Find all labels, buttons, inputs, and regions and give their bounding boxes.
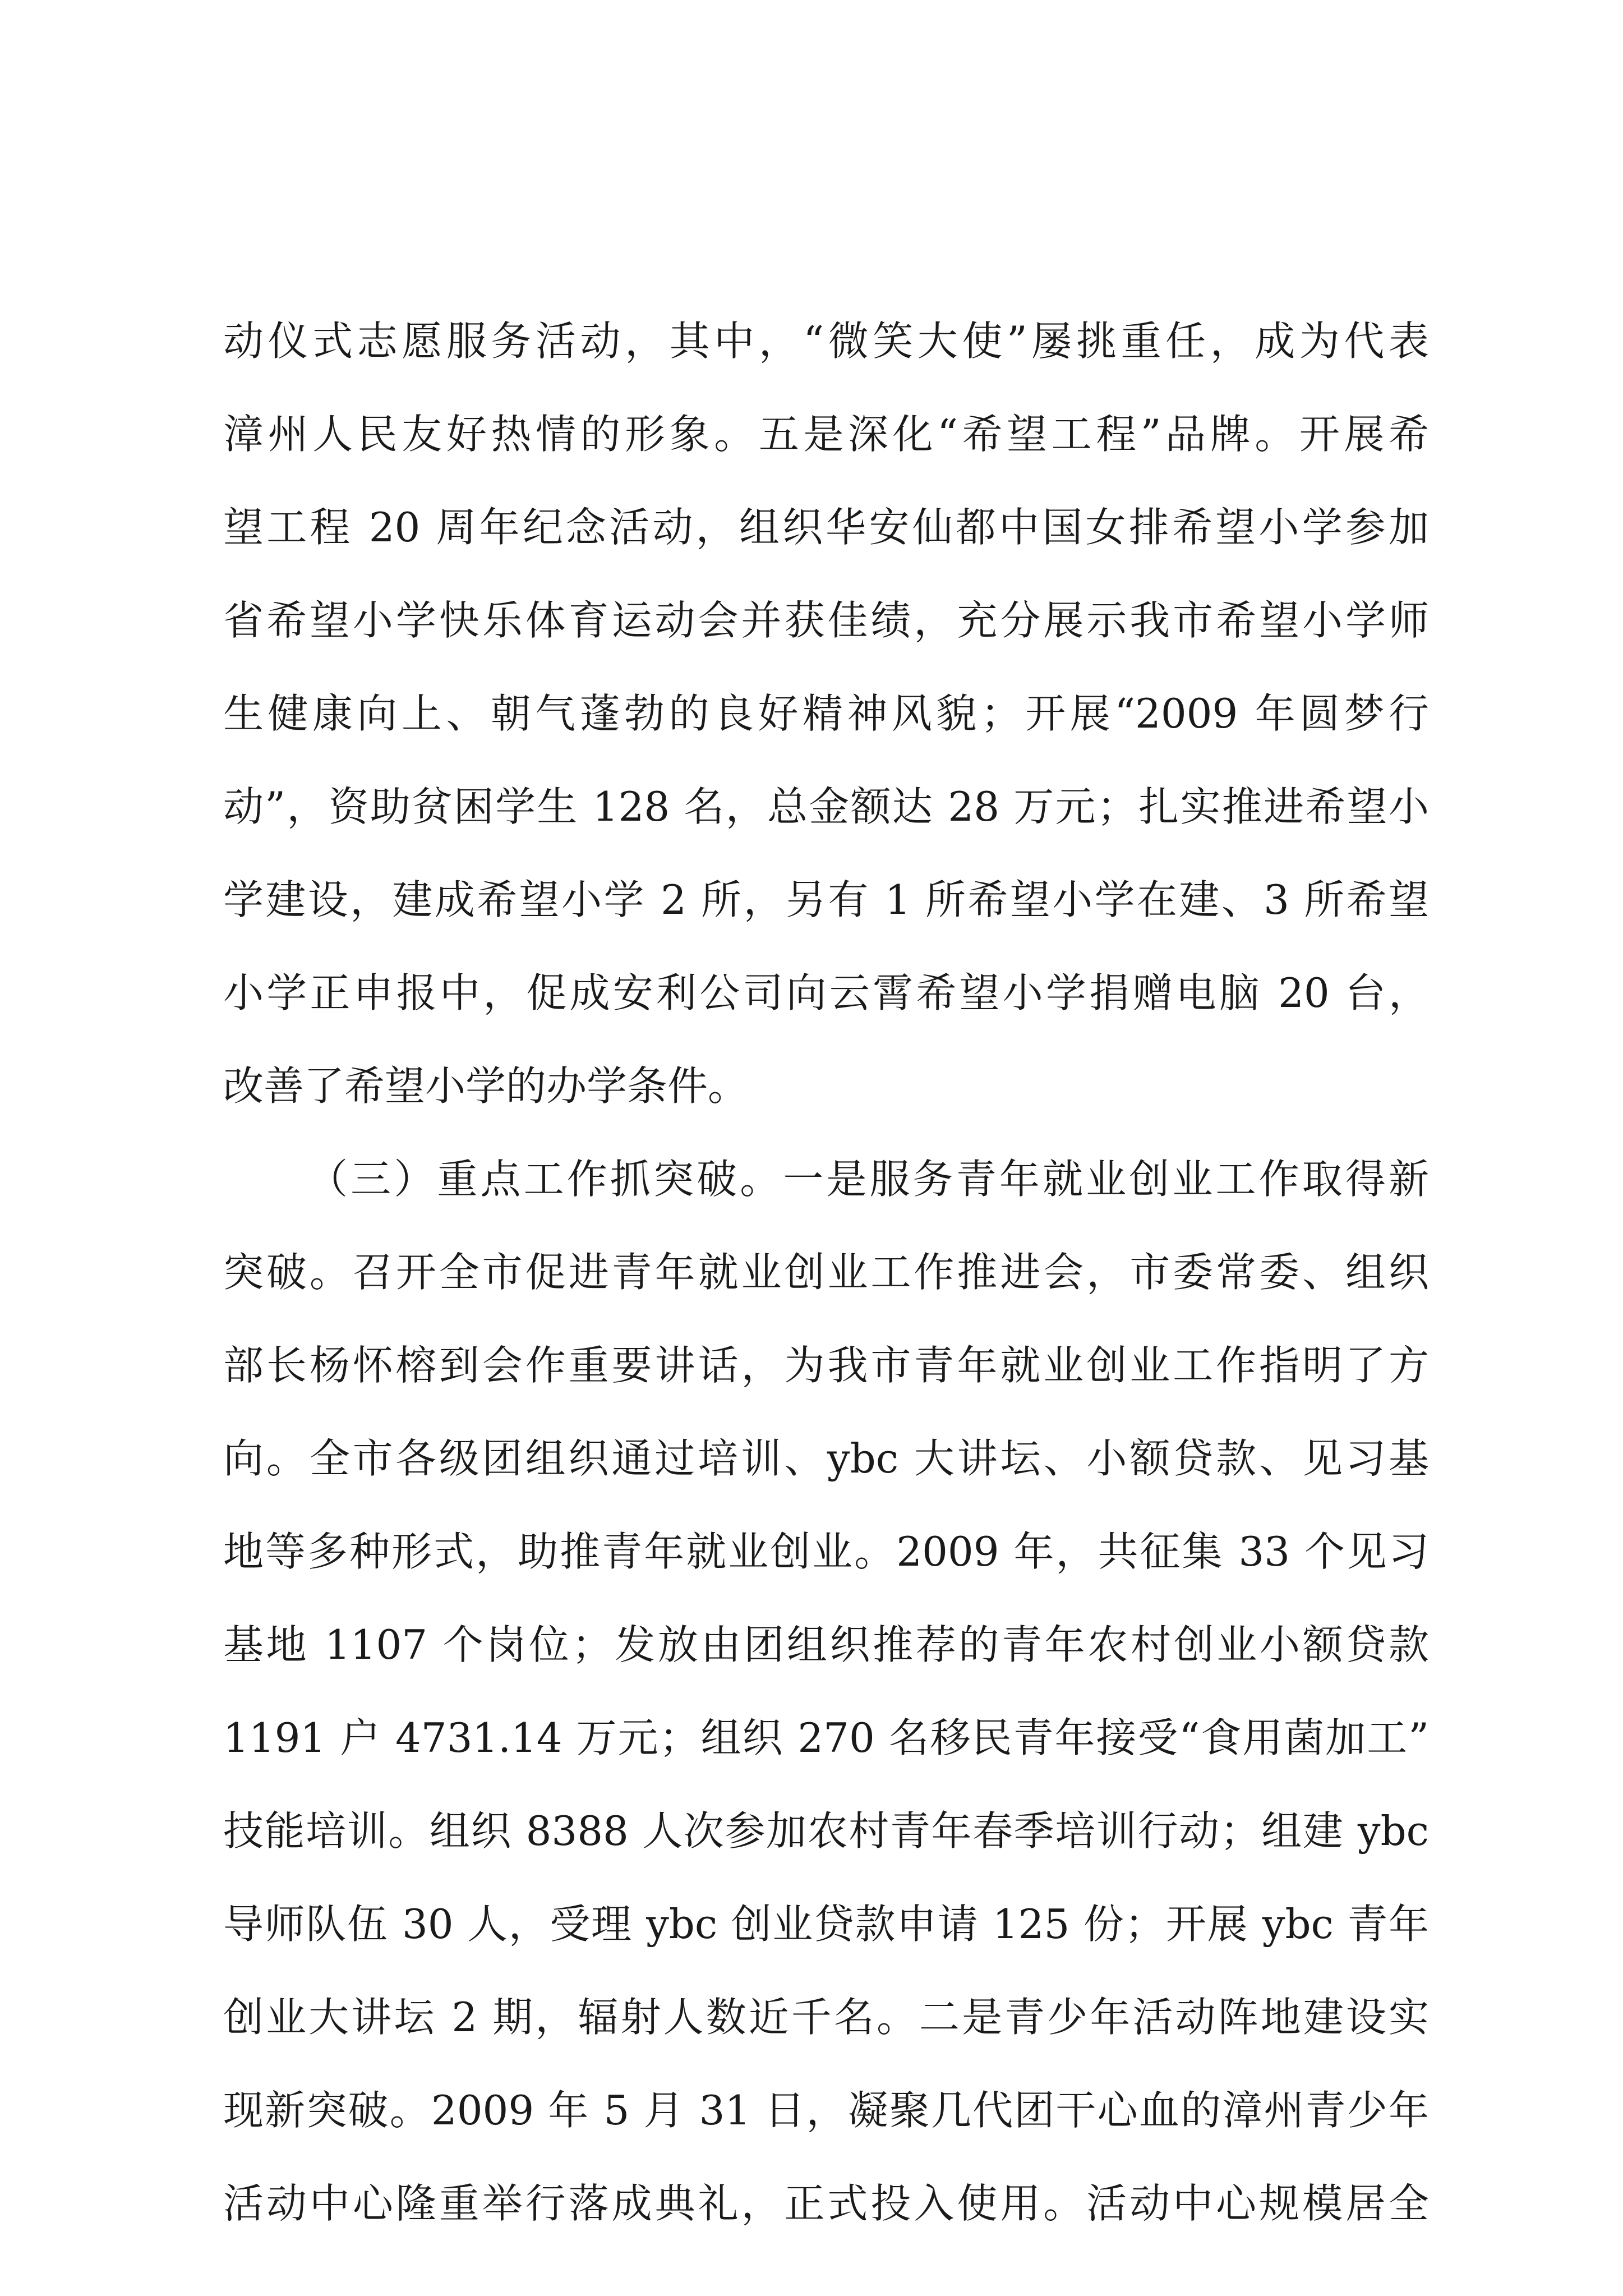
text-line: 生健康向上、朝气蓬勃的良好精神风貌；开展“2009 年圆梦行 xyxy=(223,690,1429,737)
text-line: 突破。召开全市促进青年就业创业工作推进会，市委常委、组织 xyxy=(223,1249,1429,1296)
text-line: 漳州人民友好热情的形象。五是深化“希望工程”品牌。开展希 xyxy=(223,411,1429,458)
text-line: 省希望小学快乐体育运动会并获佳绩，充分展示我市希望小学师 xyxy=(223,597,1429,644)
text-line: 小学正申报中，促成安利公司向云霄希望小学捐赠电脑 20 台， xyxy=(223,969,1429,1016)
text-line: 地等多种形式，助推青年就业创业。2009 年，共征集 33 个见习 xyxy=(223,1528,1429,1575)
text-line: 改善了希望小学的办学条件。 xyxy=(223,1062,749,1110)
text-line: 基地 1107 个岗位；发放由团组织推荐的青年农村创业小额贷款 xyxy=(223,1621,1429,1668)
text-line: 动”，资助贫困学生 128 名，总金额达 28 万元；扎实推进希望小 xyxy=(223,783,1429,830)
text-line: 向。全市各级团组织通过培训、ybc 大讲坛、小额贷款、见习基 xyxy=(223,1435,1429,1482)
text-line: 学建设，建成希望小学 2 所，另有 1 所希望小学在建、3 所希望 xyxy=(223,876,1429,923)
text-line: 导师队伍 30 人，受理 ybc 创业贷款申请 125 份；开展 ybc 青年 xyxy=(223,1901,1429,1948)
paragraph-first-line: （三）重点工作抓突破。一是服务青年就业创业工作取得新 xyxy=(307,1156,1429,1203)
text-line: 部长杨怀榕到会作重要讲话，为我市青年就业创业工作指明了方 xyxy=(223,1342,1429,1389)
text-line: 技能培训。组织 8388 人次参加农村青年春季培训行动；组建 ybc xyxy=(223,1807,1429,1855)
text-line: 创业大讲坛 2 期，辐射人数近千名。二是青少年活动阵地建设实 xyxy=(223,1994,1429,2041)
text-line: 1191 户 4731.14 万元；组织 270 名移民青年接受“食用菌加工” xyxy=(223,1714,1429,1761)
text-line: 动仪式志愿服务活动，其中，“微笑大使”屡挑重任，成为代表 xyxy=(223,318,1429,365)
text-line: 活动中心隆重举行落成典礼，正式投入使用。活动中心规模居全 xyxy=(223,2180,1429,2227)
text-line: 现新突破。2009 年 5 月 31 日，凝聚几代团干心血的漳州青少年 xyxy=(223,2087,1429,2134)
text-line: 望工程 20 周年纪念活动，组织华安仙都中国女排希望小学参加 xyxy=(223,504,1429,551)
